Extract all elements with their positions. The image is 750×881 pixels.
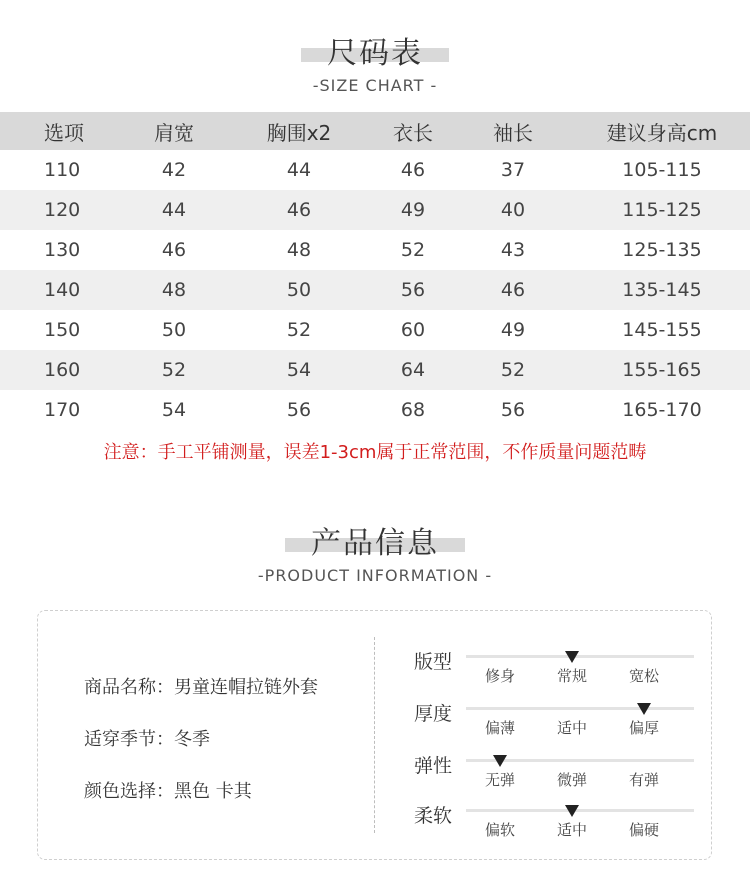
table-cell: 49 xyxy=(500,319,526,341)
table-cell: 150 xyxy=(44,319,81,341)
attribute-scale-line xyxy=(466,655,694,658)
table-cell: 155-165 xyxy=(622,359,702,381)
header-cell-sleeve: 袖长 xyxy=(493,120,533,145)
table-cell: 115-125 xyxy=(622,199,702,221)
table-cell: 46 xyxy=(161,239,187,261)
table-row xyxy=(0,270,750,310)
table-cell: 68 xyxy=(400,399,426,421)
attribute-label: 柔软 xyxy=(414,805,453,827)
table-row xyxy=(0,150,750,190)
table-cell: 48 xyxy=(286,239,312,261)
attribute-scale-line xyxy=(466,707,694,710)
attribute-option: 偏厚 xyxy=(628,719,659,737)
header-cell-option: 选项 xyxy=(44,120,84,145)
table-cell: 170 xyxy=(44,399,81,421)
product-info-title: 产品信息 xyxy=(311,526,439,561)
attribute-option: 无弹 xyxy=(484,771,515,789)
attribute-thickness xyxy=(414,695,694,747)
table-cell: 64 xyxy=(400,359,426,381)
attribute-option: 有弹 xyxy=(628,771,659,789)
dashed-divider xyxy=(374,637,375,833)
table-row xyxy=(0,190,750,230)
header-cell-chest: 胸围x2 xyxy=(266,120,332,145)
size-chart-subtitle: -SIZE CHART - xyxy=(312,76,438,95)
size-table xyxy=(0,112,750,430)
selected-marker-icon xyxy=(565,651,579,663)
attribute-label: 厚度 xyxy=(414,703,453,725)
table-cell: 52 xyxy=(500,359,526,381)
attribute-elasticity xyxy=(414,747,694,799)
header-cell-length: 衣长 xyxy=(393,120,433,145)
product-season: 适穿季节：冬季 xyxy=(84,729,210,750)
table-cell: 46 xyxy=(286,199,312,221)
table-cell: 50 xyxy=(161,319,187,341)
table-cell: 110 xyxy=(44,159,81,181)
table-cell: 105-115 xyxy=(622,159,702,181)
attribute-option: 宽松 xyxy=(628,667,659,685)
attribute-scale-line xyxy=(466,759,694,762)
attribute-option: 偏硬 xyxy=(628,821,659,839)
table-cell: 165-170 xyxy=(622,399,702,421)
size-chart-title: 尺码表 xyxy=(327,36,423,71)
table-cell: 60 xyxy=(400,319,426,341)
attribute-label: 版型 xyxy=(414,651,453,673)
selected-marker-icon xyxy=(565,805,579,817)
table-cell: 52 xyxy=(286,319,312,341)
table-cell: 140 xyxy=(44,279,81,301)
product-info-subtitle: -PRODUCT INFORMATION - xyxy=(257,566,493,585)
table-cell: 50 xyxy=(286,279,312,301)
attribute-softness xyxy=(414,797,694,849)
table-cell: 40 xyxy=(500,199,526,221)
table-cell: 46 xyxy=(500,279,526,301)
table-row xyxy=(0,310,750,350)
table-cell: 54 xyxy=(161,399,187,421)
measurement-note: 注意：手工平铺测量，误差1-3cm属于正常范围，不作质量问题范畴 xyxy=(103,442,647,463)
table-cell: 56 xyxy=(286,399,312,421)
attribute-option: 修身 xyxy=(484,667,515,685)
attribute-option: 适中 xyxy=(556,821,587,839)
attribute-option: 常规 xyxy=(556,667,587,685)
table-cell: 56 xyxy=(500,399,526,421)
table-cell: 49 xyxy=(400,199,426,221)
attribute-fit xyxy=(414,643,694,695)
table-cell: 56 xyxy=(400,279,426,301)
table-cell: 44 xyxy=(161,199,187,221)
size-chart-heading xyxy=(0,28,750,95)
table-cell: 54 xyxy=(286,359,312,381)
table-cell: 145-155 xyxy=(622,319,702,341)
table-cell: 52 xyxy=(400,239,426,261)
header-cell-shoulder: 肩宽 xyxy=(154,120,194,145)
table-cell: 37 xyxy=(500,159,526,181)
table-cell: 48 xyxy=(161,279,187,301)
attribute-option: 偏薄 xyxy=(484,719,515,737)
table-row xyxy=(0,230,750,270)
product-info-heading xyxy=(0,518,750,585)
header-cell-height: 建议身高cm xyxy=(606,120,718,145)
attribute-option: 微弹 xyxy=(556,771,587,789)
table-cell: 46 xyxy=(400,159,426,181)
table-cell: 120 xyxy=(44,199,81,221)
product-info-box xyxy=(37,610,712,860)
table-cell: 125-135 xyxy=(622,239,702,261)
attribute-option: 偏软 xyxy=(484,821,515,839)
table-cell: 160 xyxy=(44,359,81,381)
table-cell: 135-145 xyxy=(622,279,702,301)
table-header-row xyxy=(0,112,750,150)
selected-marker-icon xyxy=(493,755,507,767)
attribute-option: 适中 xyxy=(556,719,587,737)
table-cell: 43 xyxy=(500,239,526,261)
table-cell: 52 xyxy=(161,359,187,381)
table-cell: 42 xyxy=(161,159,187,181)
table-cell: 130 xyxy=(44,239,81,261)
table-cell: 44 xyxy=(286,159,312,181)
attribute-label: 弹性 xyxy=(414,755,453,777)
attribute-scale-line xyxy=(466,809,694,812)
product-name: 商品名称：男童连帽拉链外套 xyxy=(84,677,318,698)
table-row xyxy=(0,350,750,390)
product-colors: 颜色选择：黑色 卡其 xyxy=(84,781,252,802)
table-row xyxy=(0,390,750,430)
selected-marker-icon xyxy=(637,703,651,715)
